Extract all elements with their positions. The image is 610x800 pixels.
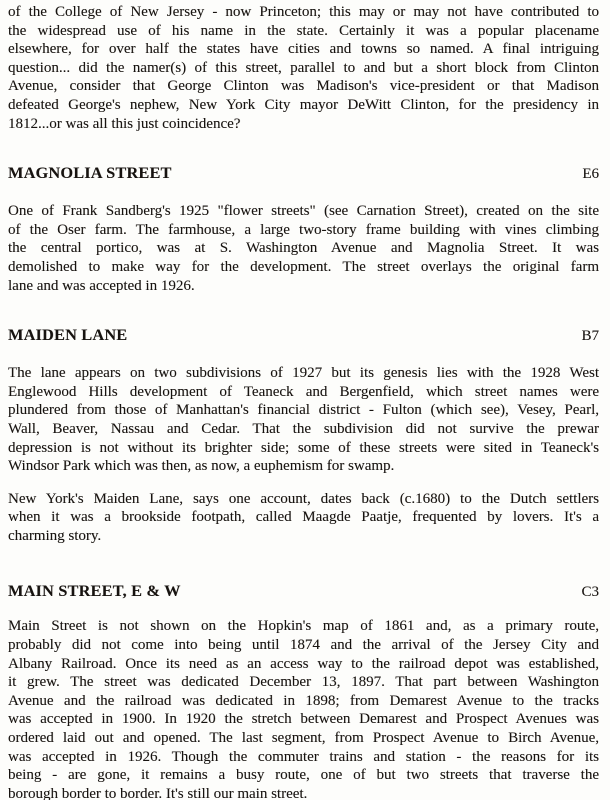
grid-reference: C3	[581, 584, 599, 601]
text-line: Wall, Beaver, Nassau and Cedar. That the subdivision did not survive the prewar	[8, 420, 599, 437]
continuation-paragraph	[8, 3, 599, 133]
text-line: Avenue and the railroad was dedicated in 1898; from Demarest Avenue to the tracks	[8, 692, 599, 709]
text-line: demolished to make way for the development. The street overlays the original farm	[8, 258, 599, 275]
text-line: defeated George's nephew, New York City mayor DeWitt Clinton, for the presidency in	[8, 96, 599, 113]
text-line: the widespread use of his name in the state. Certainly it was a popular placename	[8, 22, 599, 39]
text-line: Windsor Park which was then, as now, a euphemism for swamp.	[8, 458, 395, 475]
text-line: borough border to border. It's still our main street.	[8, 785, 308, 800]
section-heading: MAIDEN LANE	[8, 325, 128, 345]
section-header-maiden-lane	[8, 325, 599, 346]
text-line: it grew. The street was dedicated December 13, 1897. That part between Washington	[8, 674, 599, 691]
text-line: Albany Railroad. Once its need as an access way to the railroad depot was established,	[8, 655, 599, 672]
text-line: New York's Maiden Lane, says one account, dates back (c.1680) to the Dutch settlers	[8, 490, 599, 507]
text-line: plundered from those of Manhattan's financial district - Fulton (which see), Vesey, Pearl,	[8, 402, 599, 419]
text-line: One of Frank Sandberg's 1925 "flower streets" (see Carnation Street), created on the site	[8, 203, 599, 220]
section-paragraph	[8, 202, 599, 295]
text-line: Main Street is not shown on the Hopkin's map of 1861 and, as a primary route,	[8, 618, 599, 635]
section-paragraph	[8, 617, 599, 800]
text-line: was accepted in 1926. Though the commuter trains and station - the reasons for its	[8, 748, 599, 765]
text-line: question... did the namer(s) of this street, parallel to and but a short block from Clinton	[8, 59, 599, 76]
text-line: The lane appears on two subdivisions of 1927 but its genesis lies with the 1928 West	[8, 365, 599, 382]
section-header-magnolia-street	[8, 163, 599, 184]
grid-reference: B7	[581, 328, 599, 345]
text-line: lane and was accepted in 1926.	[8, 277, 195, 294]
text-line: of the College of New Jersey - now Princeton; this may or may not have contributed to	[8, 4, 599, 20]
text-line: ordered laid out and opened. The last segment, from Prospect Avenue to Birch Avenue,	[8, 730, 599, 747]
text-line: of the Oser farm. The farmhouse, a large two-story frame building with vines climbing	[8, 221, 599, 238]
section-paragraph	[8, 490, 599, 546]
text-line: when it was a brookside footpath, called Maagde Paatje, frequented by lovers. It's a	[8, 509, 599, 526]
text-line: was accepted in 1900. In 1920 the stretch between Demarest and Prospect Avenues was	[8, 711, 599, 728]
text-line: 1812...or was all this just coincidence?	[8, 115, 241, 132]
text-line: elsewhere, for over half the states have cities and towns so named. A final intriguing	[8, 41, 599, 58]
text-line: probably did not come into being until 1874 and the arrival of the Jersey City and	[8, 637, 599, 654]
grid-reference: E6	[582, 166, 599, 183]
text-line: being - are gone, it remains a busy route, one of but two streets that traverse the	[8, 767, 599, 784]
text-line: Englewood Hills development of Teaneck and Bergenfield, which street names were	[8, 383, 599, 400]
section-heading: MAGNOLIA STREET	[8, 163, 172, 183]
text-line: charming story.	[8, 527, 102, 544]
section-heading: MAIN STREET, E & W	[8, 581, 181, 601]
text-line: Avenue, consider that George Clinton was Madison's vice-president or that Madison	[8, 78, 599, 95]
text-line: depression is not without its brighter side; some of these streets were sited in Teaneck's	[8, 439, 599, 456]
text-line: the central portico, was at S. Washington Avenue and Magnolia Street. It was	[8, 240, 599, 257]
section-paragraph	[8, 364, 599, 476]
section-header-main-street	[8, 581, 599, 602]
